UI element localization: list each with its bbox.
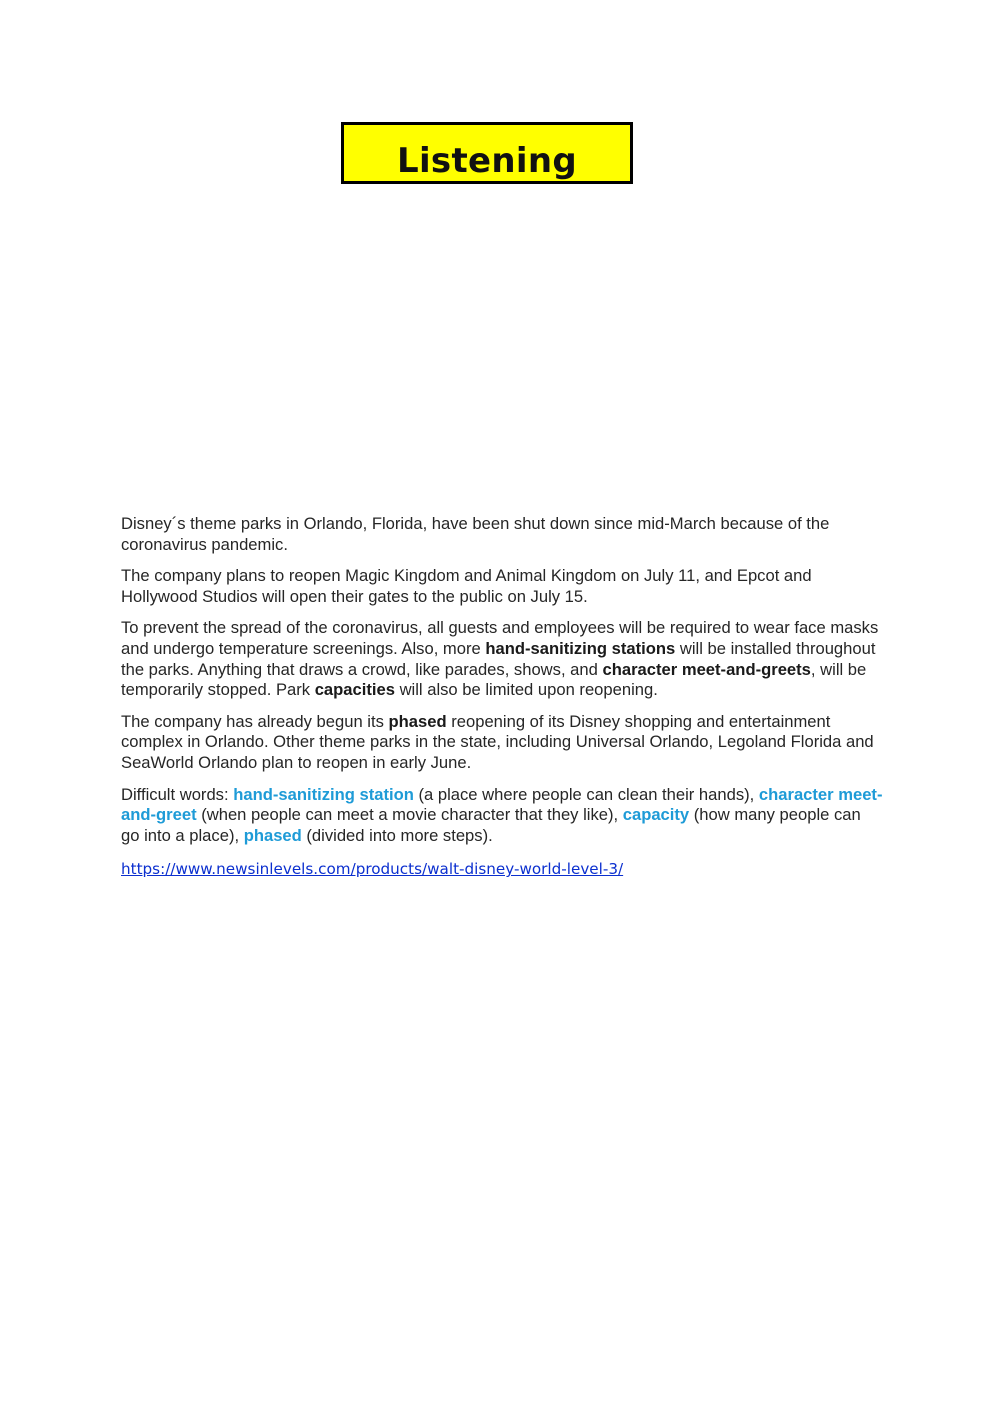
glossary-term: hand-sanitizing station — [233, 784, 414, 804]
title-banner — [341, 122, 633, 184]
article-body — [121, 514, 883, 879]
text-segment: , will be temporarily stopped. Park — [121, 659, 867, 700]
page-title: Listening — [397, 141, 577, 181]
text-segment: will also be limited upon reopening. — [394, 680, 658, 700]
bold-term: character meet-and-greets — [602, 659, 811, 679]
text-segment: The company has already begun its — [121, 711, 389, 731]
paragraph-safety-measures — [121, 618, 883, 700]
source-link[interactable]: https://www.newsinlevels.com/products/walt-disney-world-level-3/ — [121, 860, 624, 879]
glossary-definition: (divided into more steps). — [301, 825, 493, 845]
bold-term: hand-sanitizing stations — [485, 638, 676, 658]
paragraph-intro: Disney´s theme parks in Orlando, Florida, have been shut down since mid-March because of the coronavirus pandemic. — [121, 514, 830, 554]
glossary-definition: (how many people can go into a place), — [121, 805, 861, 845]
paragraph-phased-reopening — [121, 712, 883, 774]
glossary-definition: (when people can meet a movie character that they like), — [196, 805, 623, 825]
text-segment: To prevent the spread of the coronavirus, all guests and employees will be required to wear face masks and undergo temperature screenings. Also, more — [121, 618, 879, 658]
glossary-term: phased — [243, 825, 302, 845]
glossary-label: Difficult words: — [121, 784, 234, 804]
text-segment: will be installed throughout the parks. Anything that draws a crowd, like parades, shows, and — [121, 638, 876, 679]
bold-term: capacities — [314, 680, 395, 700]
paragraph-reopen-dates: The company plans to reopen Magic Kingdom and Animal Kingdom on July 11, and Epcot and Hollywood Studios will open their gates to the public on July 15. — [121, 566, 812, 606]
glossary-definition: (a place where people can clean their hands), — [413, 784, 759, 804]
glossary-term: character meet-and-greet — [121, 784, 883, 825]
bold-term: phased — [388, 711, 447, 731]
difficult-words-glossary — [121, 785, 883, 847]
glossary-term: capacity — [622, 805, 690, 825]
text-segment: reopening of its Disney shopping and entertainment complex in Orlando. Other theme parks in the state, including Universal Orlando, Legoland Florida and SeaWorld Orlando plan to reopen in early June. — [121, 711, 874, 772]
